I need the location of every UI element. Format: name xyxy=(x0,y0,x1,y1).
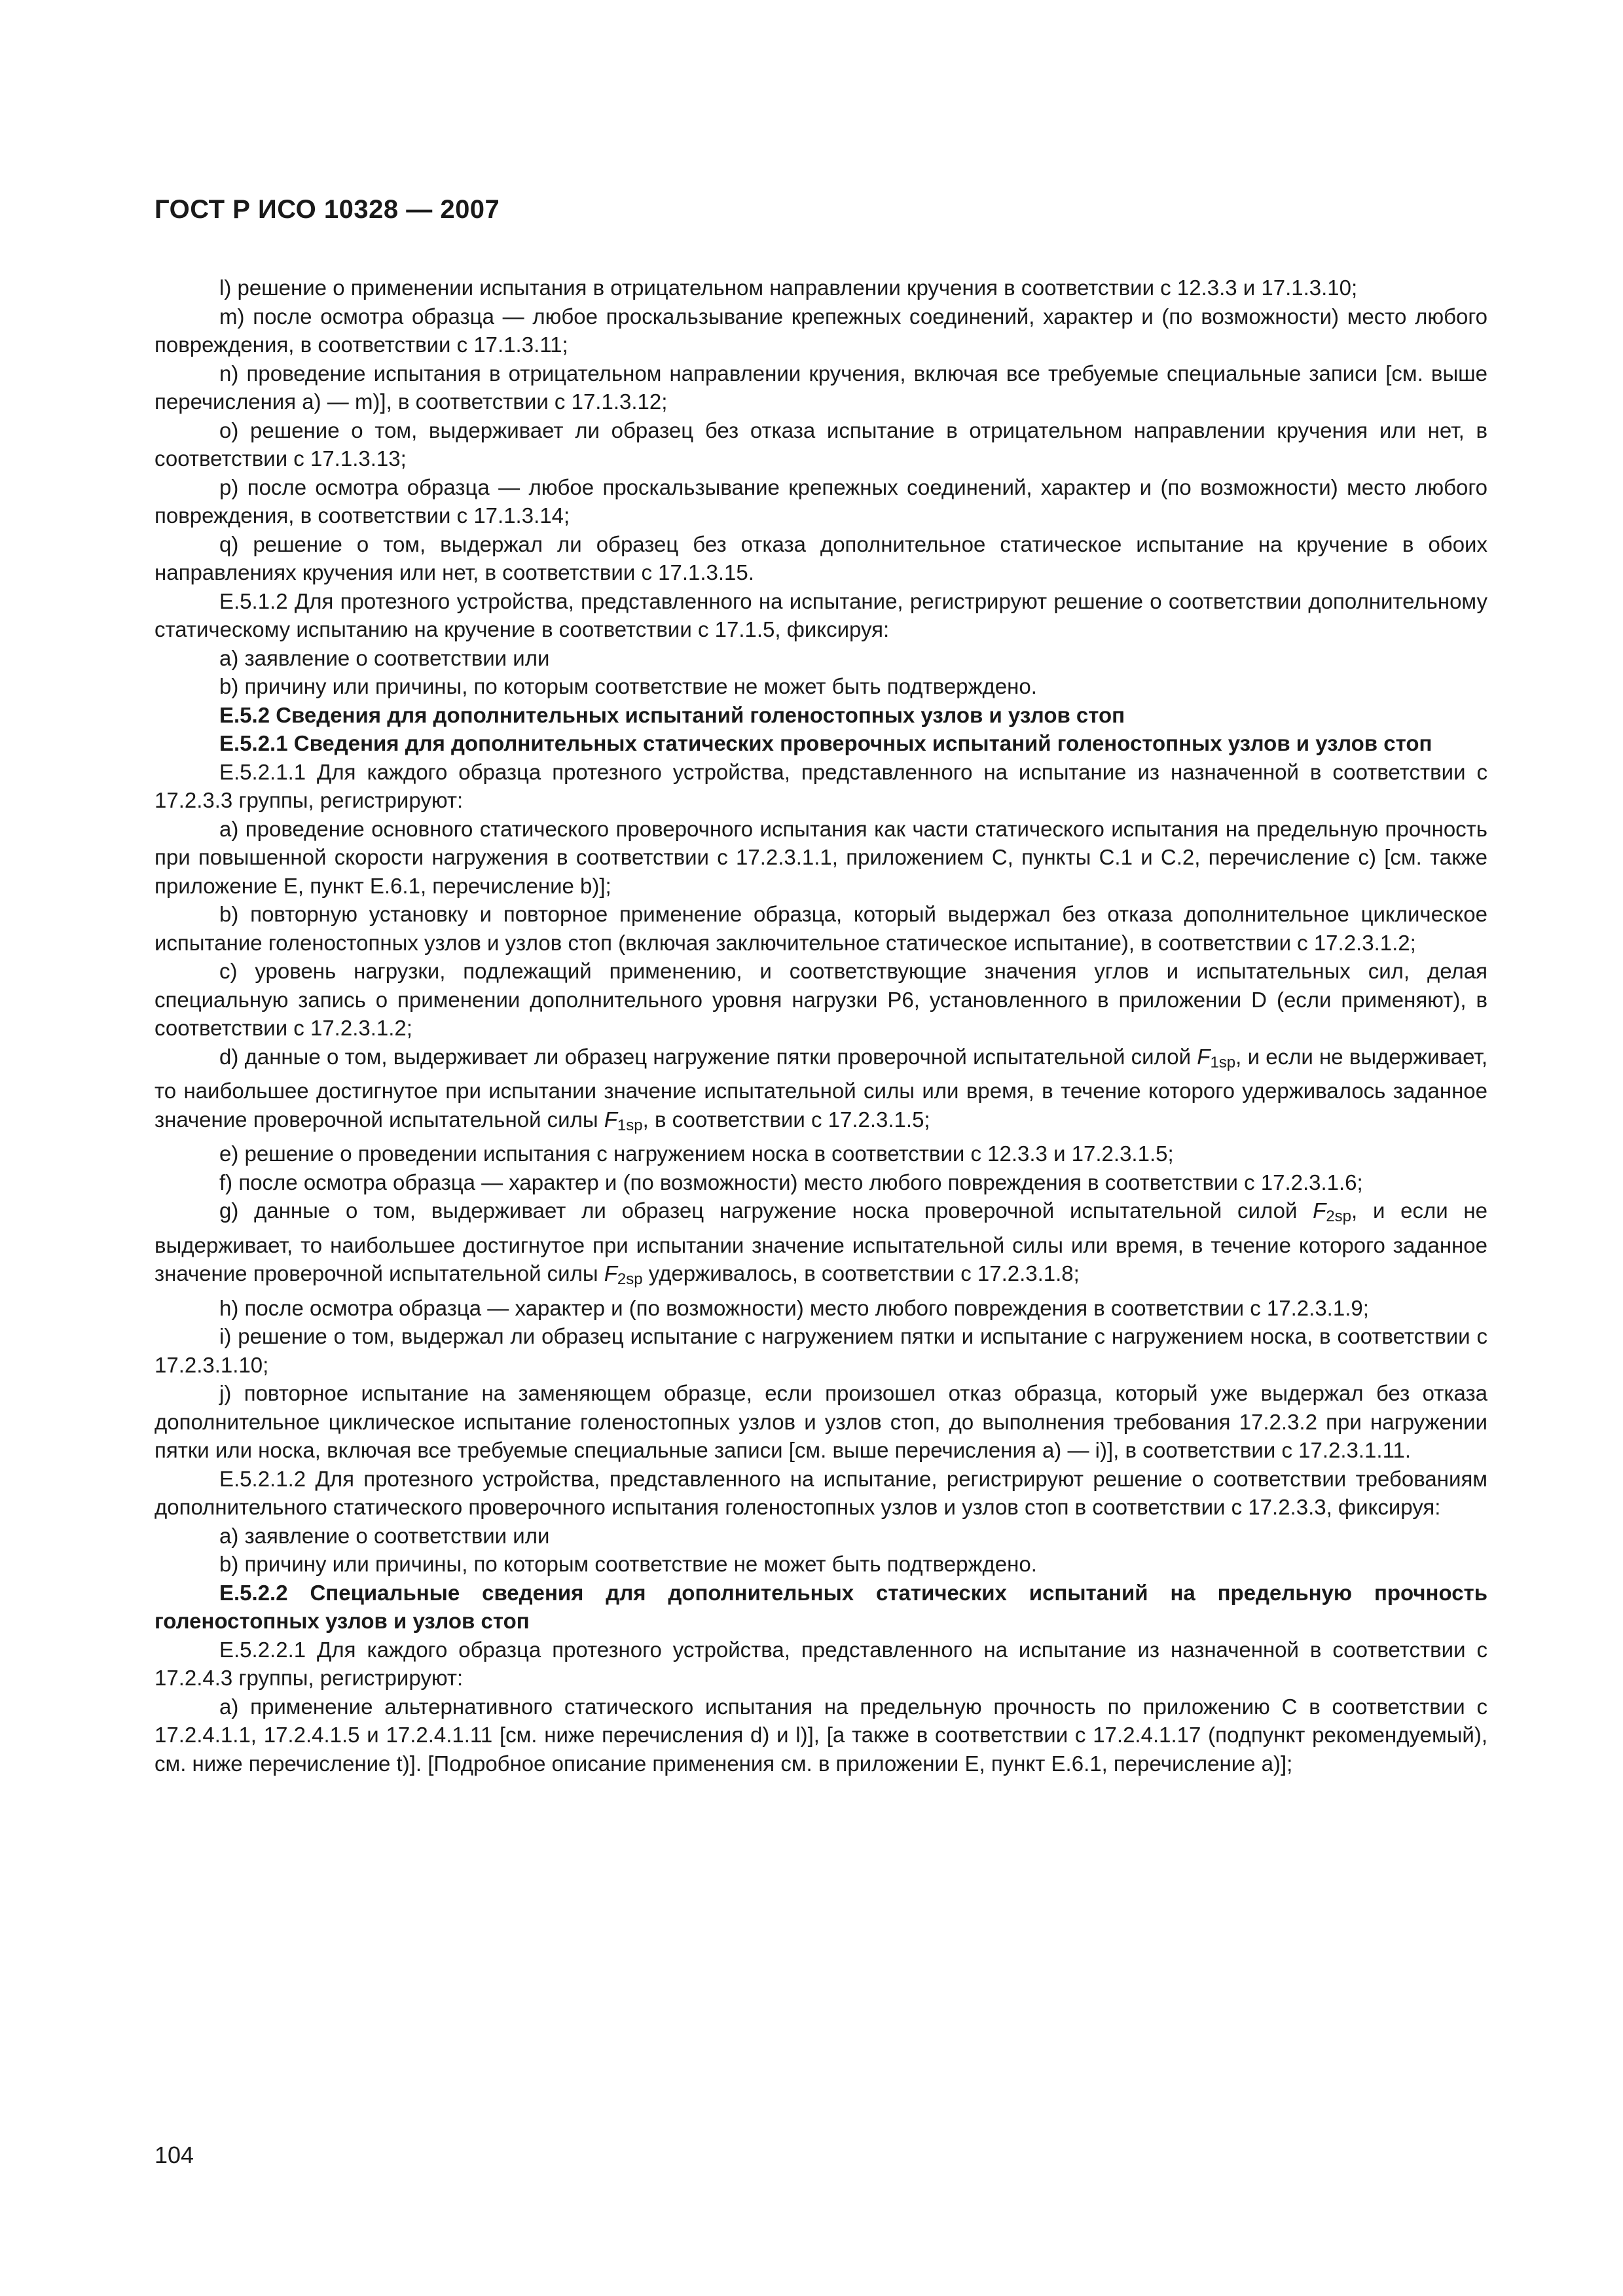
list-item xyxy=(155,1196,1487,1294)
list-item: а) проведение основного статического проверочного испытания как части статического испытания на предельную прочность при повышенной скорости нагружения в соответствии с 17.2.3.1.1, приложением С, пункты С.1 и С.2, перечисление с) [см. также приложение Е, пункт Е.6.1, перечисление b)]; xyxy=(155,816,1487,898)
list-item: е) решение о проведении испытания с нагружением носка в соответствии с 12.3.3 и 17.2.3.1.5; xyxy=(219,1141,1174,1166)
list-item: а) применение альтернативного статического испытания на предельную прочность по приложению С в соответствии с 17.2.4.1.1, 17.2.4.1.5 и 17.2.4.1.11 [см. ниже перечисления d) и l)], [а также в соответствии с 17.2.4.1.17 (подпункт рекомендуемый), см. ниже перечисление t)]. [Подробное описание применения см. в приложении Е, пункт Е.6.1, перечисление а)]; xyxy=(155,1694,1487,1776)
force-symbol: F xyxy=(1197,1044,1211,1069)
clause-paragraph: Е.5.2.2.1 Для каждого образца протезного устройства, представленного на испытание из назначенной в соответствии с 17.2.4.3 группы, регистрируют: xyxy=(155,1637,1487,1690)
list-item: о) решение о том, выдерживает ли образец без отказа испытание в отрицательном направлении кручения или нет, в соответствии с 17.1.3.13; xyxy=(155,418,1487,471)
section-heading: Е.5.2.2 Специальные сведения для дополнительных статических испытаний на предельную прочность голеностопных узлов и узлов стоп xyxy=(155,1580,1487,1633)
force-symbol: F xyxy=(604,1107,617,1132)
list-item: m) после осмотра образца — любое проскальзывание крепежных соединений, характер и (по возможности) место любого повреждения, в соответствии с 17.1.3.11; xyxy=(155,304,1487,357)
clause-paragraph: Е.5.1.2 Для протезного устройства, представленного на испытание, регистрируют решение о соответствии дополнительному статическому испытанию на кручение в соответствии с 17.1.5, фиксируя: xyxy=(155,588,1487,641)
force-symbol: F xyxy=(604,1261,617,1285)
list-item: а) заявление о соответствии или xyxy=(219,645,550,670)
force-subscript: 1sp xyxy=(617,1116,643,1134)
list-item: q) решение о том, выдержал ли образец без отказа дополнительное статическое испытание на кручение в обоих направлениях кручения или нет, в соответствии с 17.1.3.15. xyxy=(155,531,1487,584)
list-item: f) после осмотра образца — характер и (по возможности) место любого повреждения в соответствии с 17.2.3.1.6; xyxy=(219,1170,1363,1194)
force-symbol: F xyxy=(1313,1198,1326,1223)
list-item: b) повторную установку и повторное применение образца, который выдержал без отказа дополнительное циклическое испытание голеностопных узлов и узлов стоп (включая заключительное статическое испытание), в соответствии с 17.2.3.1.2; xyxy=(155,902,1487,955)
list-item: n) проведение испытания в отрицательном направлении кручения, включая все требуемые специальные записи [см. выше перечисления а) — m)], в соответствии с 17.1.3.12; xyxy=(155,361,1487,414)
list-item: i) решение о том, выдержал ли образец испытание с нагружением пятки и испытание с нагружением носка, в соответствии с 17.2.3.1.10; xyxy=(155,1324,1487,1377)
list-item xyxy=(155,1043,1487,1140)
list-item: с) уровень нагрузки, подлежащий применению, и соответствующие значения углов и испытательных сил, делая специальную запись о применении дополнительного уровня нагрузки Р6, установленного в приложении D (если применяют), в соответствии с 17.2.3.1.2; xyxy=(155,959,1487,1040)
text-run: , в соответствии с 17.2.3.1.5; xyxy=(642,1107,930,1132)
list-item: j) повторное испытание на заменяющем образце, если произошел отказ образца, который уже выдержал без отказа дополнительное циклическое испытание голеностопных узлов и узлов стоп, до выполнения требования 17.2.3.2 при нагружении пятки или носка, включая все требуемые специальные записи [см. выше перечисления а) — i)], в соответствии с 17.2.3.1.11. xyxy=(155,1381,1487,1462)
text-run: , и если не выдерживает, то наибольшее достигнутое при испытании значение испытательной силы или время, в течение которого удерживалось заданное значение проверочной испытательной силы xyxy=(155,1044,1487,1132)
list-item: а) заявление о соответствии или xyxy=(219,1523,550,1548)
page-number: 104 xyxy=(155,2142,194,2168)
force-subscript: 2sp xyxy=(1326,1208,1352,1225)
document-header: ГОСТ Р ИСО 10328 — 2007 xyxy=(155,195,500,224)
list-item: l) решение о применении испытания в отрицательном направлении кручения в соответствии с 12.3.3 и 17.1.3.10; xyxy=(219,276,1358,300)
section-heading: Е.5.2 Сведения для дополнительных испытаний голеностопных узлов и узлов стоп xyxy=(219,702,1125,727)
force-subscript: 1sp xyxy=(1210,1053,1236,1071)
section-heading: Е.5.2.1 Сведения для дополнительных статических проверочных испытаний голеностопных узлов и узлов стоп xyxy=(219,731,1432,755)
clause-paragraph: Е.5.2.1.1 Для каждого образца протезного устройства, представленного на испытание из назначенной в соответствии с 17.2.3.3 группы, регистрируют: xyxy=(155,759,1487,812)
clause-paragraph: Е.5.2.1.2 Для протезного устройства, представленного на испытание, регистрируют решение о соответствии требованиям дополнительного статического проверочного испытания голеностопных узлов и узлов стоп в соответствии с 17.2.3.3, фиксируя: xyxy=(155,1466,1487,1519)
text-run: , и если не выдерживает, то наибольшее достигнутое при испытании значение испытательной силы или время, в течение которого заданное значение проверочной испытательной силы xyxy=(155,1198,1488,1285)
text-run: удерживалось, в соответствии с 17.2.3.1.8; xyxy=(642,1261,1080,1285)
list-item: h) после осмотра образца — характер и (по возможности) место любого повреждения в соответствии с 17.2.3.1.9; xyxy=(219,1295,1369,1320)
document-body xyxy=(155,274,1487,1778)
list-item: b) причину или причины, по которым соответствие не может быть подтверждено. xyxy=(219,674,1037,698)
text-run: g) данные о том, выдерживает ли образец нагружение носка проверочной испытательной силой xyxy=(219,1198,1313,1223)
list-item: р) после осмотра образца — любое проскальзывание крепежных соединений, характер и (по возможности) место любого повреждения, в соответствии с 17.1.3.14; xyxy=(155,475,1487,528)
force-subscript: 2sp xyxy=(617,1270,643,1288)
list-item: b) причину или причины, по которым соответствие не может быть подтверждено. xyxy=(219,1552,1037,1576)
text-run: d) данные о том, выдерживает ли образец нагружение пятки проверочной испытательной силой xyxy=(219,1044,1197,1069)
